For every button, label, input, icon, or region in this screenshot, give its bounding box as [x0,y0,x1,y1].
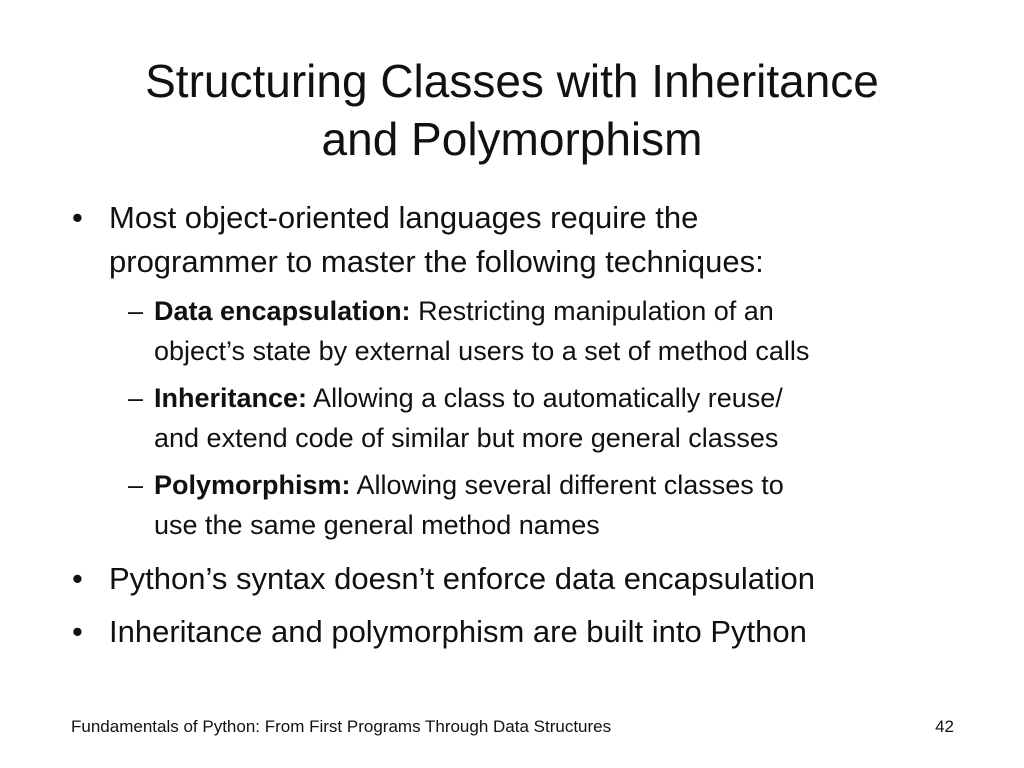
sub-bullet-text: Allowing a class to automatically reuse/ [307,383,783,413]
sub-bullet-term: Inheritance: [154,383,308,413]
page-number: 42 [935,717,954,736]
sub-bullet-text-line: and extend code of similar but more general classes [154,423,779,453]
footer-book-title: Fundamentals of Python: From First Programs Through Data Structures [71,717,612,736]
bullet-marker: • [72,561,83,596]
sub-bullet-line [154,378,1002,418]
bullet-item [72,557,1002,601]
bullet-marker: • [72,200,83,235]
bullet-text-line: Python’s syntax doesn’t enforce data encapsulation [109,561,816,596]
sub-bullet-item [72,378,1002,458]
sub-bullet-term: Data encapsulation: [154,296,411,326]
slide-title [60,52,964,168]
bullet-marker: • [72,614,83,649]
sub-bullet-line [154,465,1002,505]
sub-bullet-marker: – [128,296,144,326]
sub-bullet-line [154,291,1002,331]
slide-body [72,196,1002,654]
bullet-text-line: Most object-oriented languages require the [109,200,699,235]
sub-bullet-text-line: use the same general method names [154,510,600,540]
sub-bullet-marker: – [128,470,144,500]
slide-title-line-2: and Polymorphism [321,113,703,165]
bullet-item [72,196,1002,284]
slide-title-line-1: Structuring Classes with Inheritance [145,55,879,107]
bullet-text-line: Inheritance and polymorphism are built into Python [109,614,807,649]
bullet-item [72,610,1002,654]
sub-bullet-marker: – [128,383,144,413]
sub-bullet-text: Allowing several different classes to [350,470,784,500]
sub-bullet-text: Restricting manipulation of an [410,296,774,326]
sub-bullet-text-line: object’s state by external users to a set of method calls [154,336,810,366]
bullet-text-line: programmer to master the following techniques: [109,244,764,279]
sub-bullet-term: Polymorphism: [154,470,351,500]
sub-bullet-item [72,465,1002,545]
sub-bullet-item [72,291,1002,371]
